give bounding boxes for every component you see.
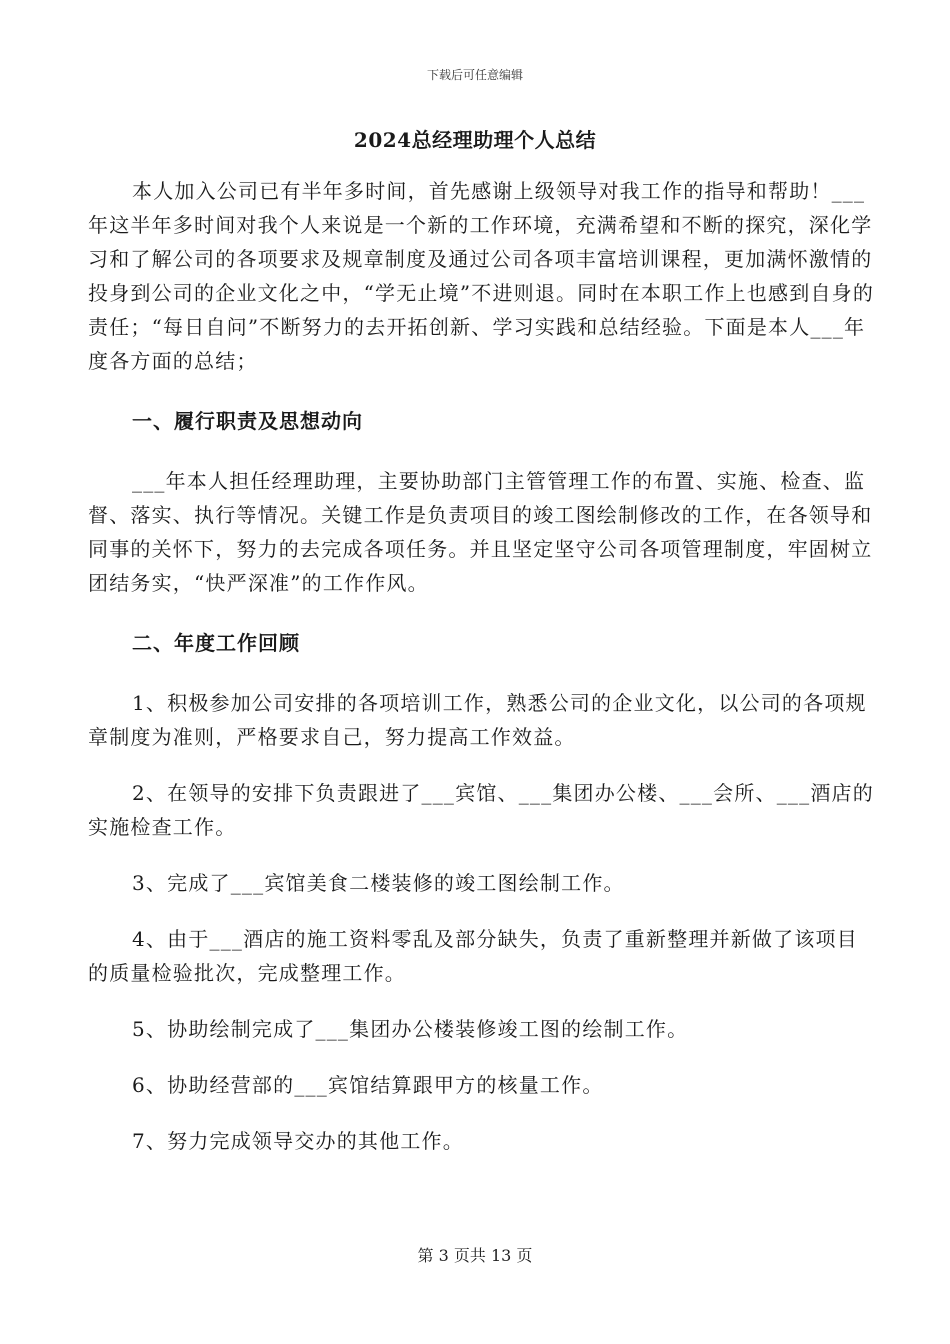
list-item: 5、协助绘制完成了___集团办公楼装修竣工图的绘制工作。 bbox=[132, 1017, 689, 1041]
document-title: 2024总经理助理个人总结 bbox=[353, 128, 597, 152]
list-item: 1、积极参加公司安排的各项培训工作，熟悉公司的企业文化，以公司的各项规章制度为准则，严格要求自己，努力提高工作效益。 bbox=[88, 691, 867, 749]
document-body bbox=[88, 174, 878, 1158]
section-heading-review: 二、年度工作回顾 bbox=[132, 631, 300, 655]
intro-paragraph: 本人加入公司已有半年多时间，首先感谢上级领导对我工作的指导和帮助！___年这半年多时间对我个人来说是一个新的工作环境，充满希望和不断的探究，深化学习和了解公司的各项要求及规章制度及通过公司各项丰富培训课程，更加满怀激情的投身到公司的企业文化之中，“学无止境”不进则退。同时在本职工作上也感到自身的责任；“每日自问”不断努力的去开拓创新、学习实践和总结经验。下面是本人___年度各方面的总结； bbox=[88, 179, 875, 373]
section-heading-duties: 一、履行职责及思想动向 bbox=[132, 409, 363, 433]
page-number: 第 3 页共 13 页 bbox=[417, 1246, 533, 1265]
section-body-duties: ___年本人担任经理助理，主要协助部门主管管理工作的布置、实施、检查、监督、落实、执行等情况。关键工作是负责项目的竣工图绘制修改的工作，在各领导和同事的关怀下，努力的去完成各项任务。并且坚定坚守公司各项管理制度，牢固树立团结务实，“快严深准”的工作作风。 bbox=[88, 469, 873, 595]
list-item: 7、努力完成领导交办的其他工作。 bbox=[132, 1129, 464, 1153]
list-item: 2、在领导的安排下负责跟进了___宾馆、___集团办公楼、___会所、___酒店的实施检查工作。 bbox=[88, 781, 874, 839]
list-item: 4、由于___酒店的施工资料零乱及部分缺失，负责了重新整理并新做了该项目的质量检验批次，完成整理工作。 bbox=[88, 927, 858, 985]
page-header-note: 下载后可任意编辑 bbox=[426, 68, 523, 82]
list-item: 3、完成了___宾馆美食二楼装修的竣工图绘制工作。 bbox=[132, 871, 625, 895]
list-item: 6、协助经营部的___宾馆结算跟甲方的核量工作。 bbox=[132, 1073, 604, 1097]
